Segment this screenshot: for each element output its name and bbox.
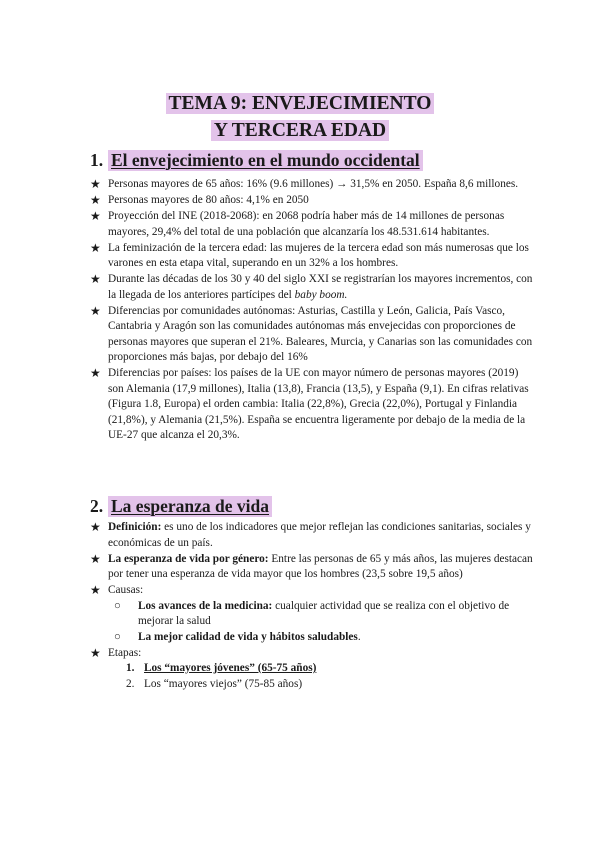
list-item: ★ Diferencias por comunidades autónomas: Asturias, Castilla y León, Galicia, País Vasco, Cantabria y Aragón son las comunidades autónomas más envejecidas con proporciones de personas mayores que superan el 21%. Baleares, Murcia, y Canarias son las comunidades con proporciones más bajas, por debajo del 16% <box>90 303 533 363</box>
section-2-heading <box>90 496 272 517</box>
stages-sublist <box>108 661 535 692</box>
star-icon: ★ <box>90 303 101 318</box>
title-line-2: Y TERCERA EDAD <box>211 120 389 141</box>
star-icon: ★ <box>90 209 101 223</box>
star-icon: ★ <box>90 520 101 534</box>
section-2-number: 2. <box>90 496 104 516</box>
list-item: ★ Personas mayores de 65 años: 16% (9.6 millones) → 31,5% en 2050. España 8,6 millones. <box>90 177 519 191</box>
cause-item: ○ Los avances de la medicina: cualquier actividad que se realiza con el objetivo de mejorar la salud <box>114 599 510 627</box>
cause-item: ○ La mejor calidad de vida y hábitos saludables. <box>90 630 535 646</box>
list-item: ★ Durante las décadas de los 30 y 40 del siglo XXI se registrarían los mayores incrementos, con la llegada de los anteriores partícipes del baby boom. <box>90 272 533 301</box>
gender-item: ★ La esperanza de vida por género: Entre las personas de 65 y más años, las mujeres destacan por tener una esperanza de vida mayor que los hombres (23,5 sobre 19,5 años) <box>90 551 533 580</box>
section-1-number: 1. <box>90 150 104 170</box>
star-icon: ★ <box>90 583 101 597</box>
list-item: ★ La feminización de la tercera edad: las mujeres de la tercera edad son más numerosas que los varones en esta etapa vital, superando en un 32% a los hombres. <box>90 240 529 269</box>
title-line-1: TEMA 9: ENVEJECIMIENTO <box>166 93 435 114</box>
section-1-list <box>90 177 535 444</box>
circle-bullet-icon: ○ <box>114 630 121 643</box>
star-icon: ★ <box>90 272 101 286</box>
page-title <box>0 90 600 144</box>
section-1-heading <box>90 150 423 171</box>
stages-item: ★ Etapas: 1. Los “mayores jóvenes” (65-75 años) 2. Los “mayores viejos” (75-85 años) <box>90 646 535 693</box>
circle-bullet-icon: ○ <box>114 599 121 612</box>
star-icon: ★ <box>90 240 101 255</box>
baby-boom-term: baby boom. <box>294 288 348 301</box>
causes-item: ★ Causas: ○ Los avances de la medicina: cualquier actividad que se realiza con el objetivo de mejorar la salud ○ La mejor calidad de vida y hábitos saludables. <box>90 583 535 645</box>
stage-item: 2. Los “mayores viejos” (75-85 años) <box>126 677 303 690</box>
star-icon: ★ <box>90 193 101 207</box>
stage-item: 1. Los “mayores jóvenes” (65-75 años) <box>126 662 317 674</box>
star-icon: ★ <box>90 551 101 566</box>
causes-sublist <box>90 599 535 646</box>
list-item: ★ Proyección del INE (2018-2068): en 2068 podría haber más de 14 millones de personas mayores, 29,4% del total de una población que alcanzaría los 48.531.614 habitantes. <box>90 209 505 238</box>
star-icon: ★ <box>90 177 101 191</box>
list-item: ★ Personas mayores de 80 años: 4,1% en 2050 <box>90 193 309 207</box>
star-icon: ★ <box>90 366 101 380</box>
star-icon: ★ <box>90 645 101 660</box>
definition-item: ★ Definición: es uno de los indicadores que mejor reflejan las condiciones sanitarias, sociales y económicas de un país. <box>90 520 531 549</box>
section-2-list <box>90 520 535 693</box>
section-2-title: La esperanza de vida <box>108 496 272 517</box>
list-item: ★ Diferencias por países: los países de la UE con mayor número de personas mayores (2019) son Alemania (17,9 millones), Italia (13,8), Francia (13,5), y España (9,1). En cifras relativas (Figura 1.8, Europa) el orden cambia: Italia (22,8%), Grecia (22,0%), Portugal y Finlandia (21,8%), y Alemania (21,5%). España se encuentra ligeramente por debajo de la media de la UE-27 que alcanza el 20,3%. <box>90 366 529 441</box>
section-1-title: El envejecimiento en el mundo occidental <box>108 150 423 171</box>
